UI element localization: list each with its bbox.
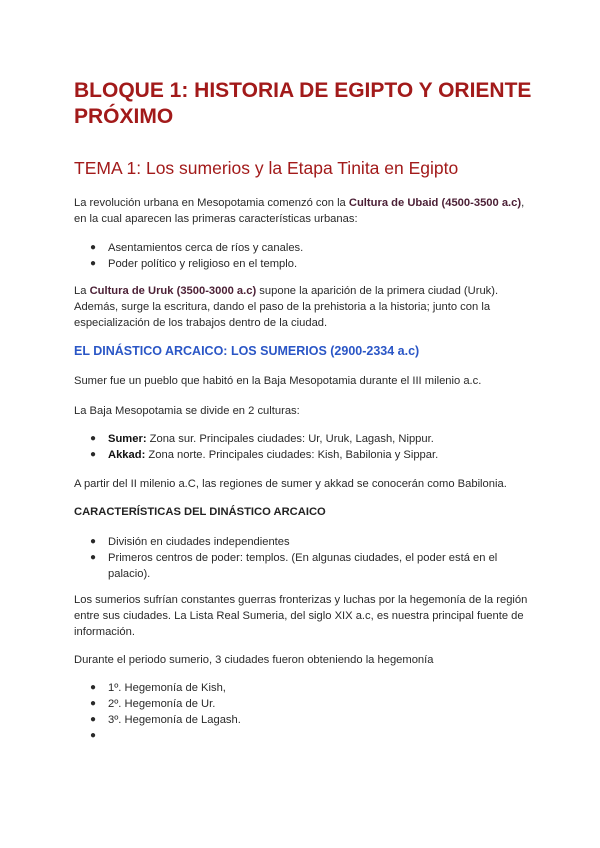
bullet-icon: ● [90,682,97,693]
list-item [74,550,524,582]
bullet-icon: ● [90,258,97,269]
paragraph-cultures: La Baja Mesopotamia se divide en 2 culturas: [74,405,300,417]
list-item [74,728,524,744]
list-item [74,256,524,272]
bullet-icon: ● [90,730,97,741]
list-item-text: Primeros centros de poder: templos. (En algunas ciudades, el poder está en el palacio). [108,552,498,580]
paragraph-text: La [74,285,90,297]
bullet-icon: ● [90,714,97,725]
bullet-icon: ● [90,449,97,460]
list-ubaid-features [74,240,524,272]
list-item-text [108,730,111,742]
list-item-text: Zona sur. Principales ciudades: Ur, Uruk, Lagash, Nippur. [146,433,434,445]
bullet-icon: ● [90,433,97,444]
list-item-text: Poder político y religioso en el templo. [108,258,298,270]
list-hegemonies [74,680,524,744]
paragraph-text: La revolución urbana en Mesopotamia comenzó con la [74,197,349,209]
list-item-text: División en ciudades independientes [108,536,290,548]
section-heading-dinastico: EL DINÁSTICO ARCAICO: LOS SUMERIOS (2900-2334 a.c) [74,344,420,358]
list-item [74,240,524,256]
bullet-icon: ● [90,698,97,709]
list-characteristics [74,534,524,582]
list-item-text: 3º. Hegemonía de Lagash. [108,714,241,726]
paragraph-ubaid [74,195,534,227]
bullet-icon: ● [90,536,97,547]
block-title: BLOQUE 1: HISTORIA DE EGIPTO Y ORIENTE PRÓXIMO [74,79,532,128]
paragraph-babilonia: A partir del II milenio a.C, las regiones de sumer y akkad se conocerán como Babilonia. [74,478,507,490]
list-item [74,534,524,550]
list-item-text: 2º. Hegemonía de Ur. [108,698,216,710]
highlight-uruk: Cultura de Uruk (3500-3000 a.c) [89,285,257,297]
highlight-ubaid: Cultura de Ubaid (4500-3500 a.c) [348,197,522,209]
bullet-icon: ● [90,242,97,253]
topic-title: TEMA 1: Los sumerios y la Etapa Tinita en Egipto [74,158,459,178]
list-item [74,696,524,712]
list-cultures [74,431,524,463]
list-item-text: Zona norte. Principales ciudades: Kish, Babilonia y Sippar. [145,449,439,461]
paragraph-text: , en la cual aparecen las primeras características urbanas: [74,197,525,225]
paragraph-hegemony: Durante el periodo sumerio, 3 ciudades fueron obteniendo la hegemonía [74,654,434,666]
term: Sumer: [108,433,147,445]
list-item [74,712,524,728]
list-item [74,431,524,447]
section-heading-caracteristicas: CARACTERÍSTICAS DEL DINÁSTICO ARCAICO [74,506,326,518]
paragraph-sumer: Sumer fue un pueblo que habitó en la Baja Mesopotamia durante el III milenio a.c. [74,375,482,387]
list-item-text: Asentamientos cerca de ríos y canales. [108,242,304,254]
bullet-icon: ● [90,552,97,563]
list-item [74,447,524,463]
paragraph-uruk [74,283,534,331]
list-item-text: 1º. Hegemonía de Kish, [108,682,226,694]
term: Akkad: [108,449,146,461]
paragraph-wars: Los sumerios sufrían constantes guerras fronterizas y luchas por la hegemonía de la región entre sus ciudades. La Lista Real Sumeria, del siglo XIX a.c, es nuestra principal fuente de información. [74,594,528,638]
paragraph-text: supone la aparición de la primera ciudad (Uruk). Además, surge la escritura, dando el paso de la prehistoria a la historia; junto con la especialización de los trabajos dentro de la ciudad. [74,285,499,329]
list-item [74,680,524,696]
